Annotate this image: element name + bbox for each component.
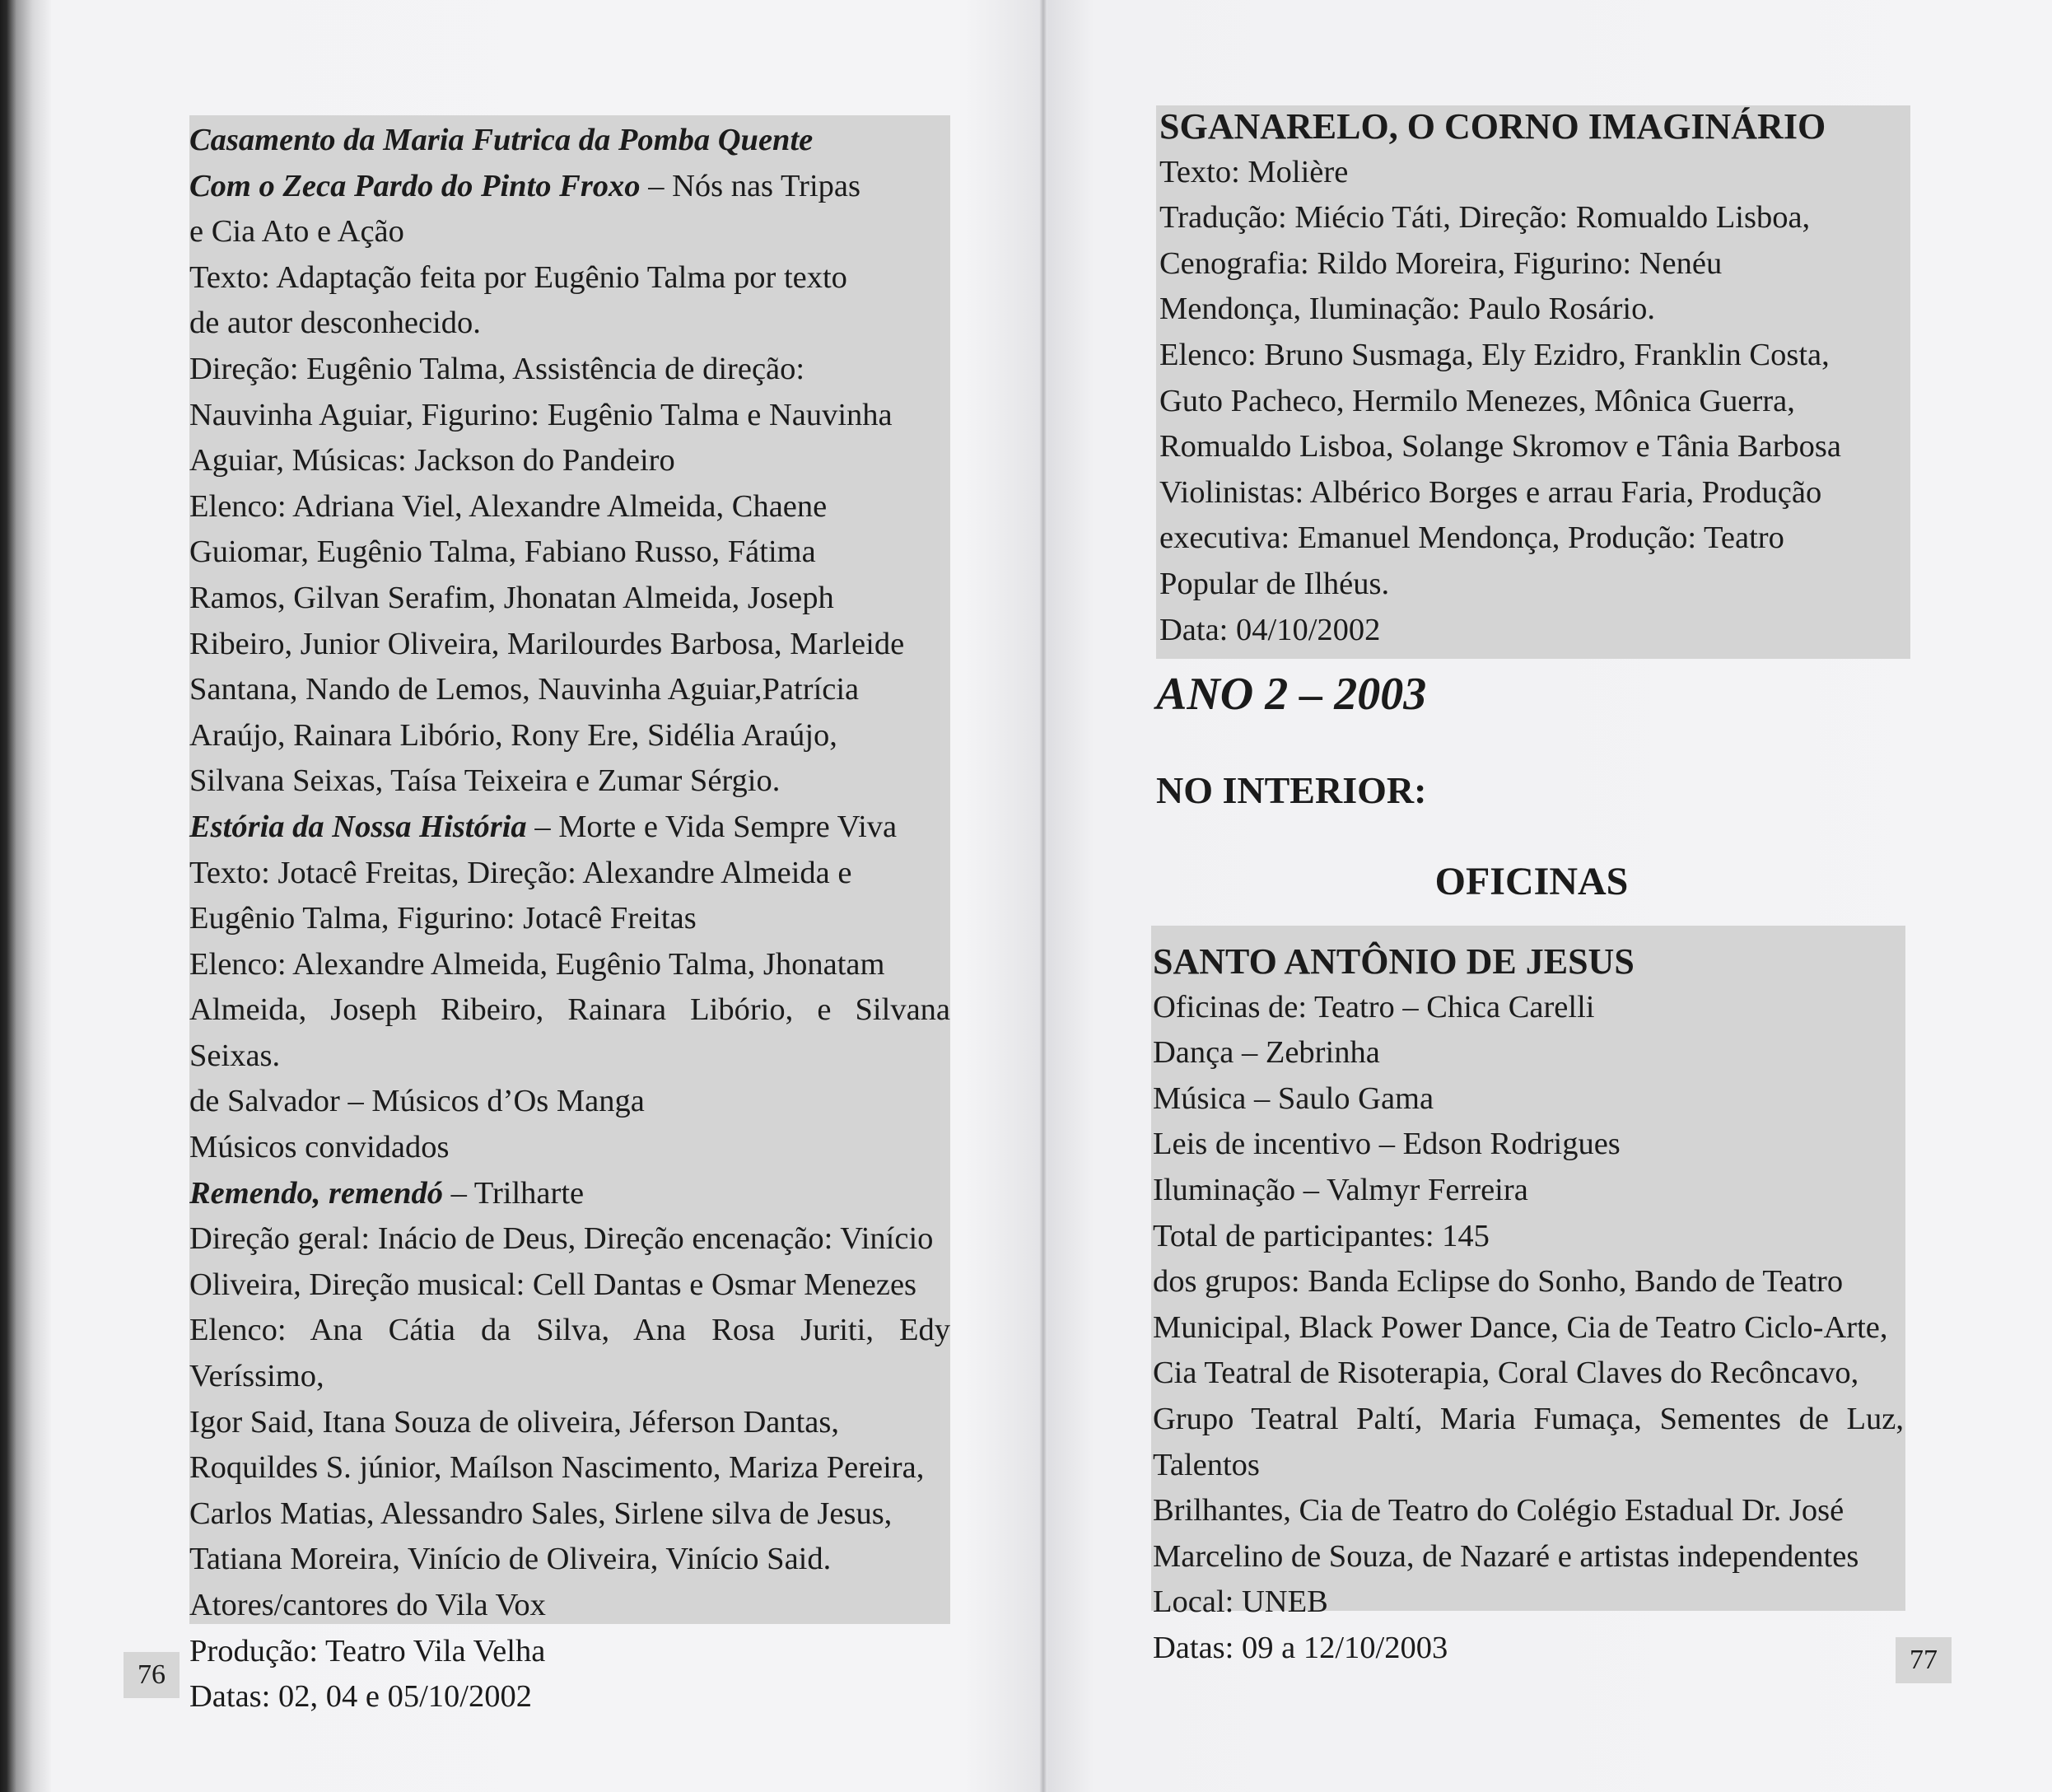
- page-number-right: 77: [1896, 1637, 1952, 1683]
- santo-line-11: Brilhantes, Cia de Teatro do Colégio Estadual Dr. José: [1153, 1493, 1844, 1528]
- santo-line-3: Música – Saulo Gama: [1153, 1080, 1434, 1116]
- santo-title: SANTO ANTÔNIO DE JESUS: [1153, 941, 1635, 982]
- santo-line-8: Municipal, Black Power Dance, Cia de Teatro Ciclo-Arte,: [1153, 1309, 1888, 1345]
- play2-title: Estória da Nossa História: [189, 809, 527, 844]
- play2-title-line: [189, 805, 950, 851]
- play1-elenco-4: Ribeiro, Junior Oliveira, Marilourdes Barbosa, Marleide: [189, 626, 905, 661]
- oficinas-heading: OFICINAS: [1434, 860, 1629, 903]
- page-number-left: 76: [124, 1652, 180, 1698]
- play1-title-line1: Casamento da Maria Futrica da Pomba Quente: [189, 123, 814, 157]
- play1-elenco-6: Araújo, Rainara Libório, Rony Ere, Sidélia Araújo,: [189, 717, 837, 753]
- play2-line-1: Texto: Jotacê Freitas, Direção: Alexandre Almeida e: [189, 855, 852, 890]
- play3-line-9: Produção: Teatro Vila Velha: [189, 1633, 546, 1668]
- sganarelo-line-10: Popular de Ilhéus.: [1159, 566, 1390, 601]
- book-gutter: [1039, 0, 1047, 1792]
- santo-line-10: Grupo Teatral Paltí, Maria Fumaça, Sementes de Luz, Talentos: [1153, 1401, 1904, 1482]
- santo-line-5: Iluminação – Valmyr Ferreira: [1153, 1172, 1528, 1207]
- sganarelo-line-6: Guto Pacheco, Hermilo Menezes, Mônica Guerra,: [1159, 383, 1795, 418]
- play1-texto-1: Texto: Adaptação feita por Eugênio Talma por texto: [189, 259, 847, 295]
- santo-line-6: Total de participantes: 145: [1153, 1218, 1490, 1253]
- play3-line-7: Tatiana Moreira, Vinício de Oliveira, Vinício Said.: [189, 1542, 832, 1577]
- play2-line-6: Músicos convidados: [189, 1130, 450, 1165]
- play3-line-5: Roquildes S. júnior, Maílson Nascimento, Mariza Pereira,: [189, 1450, 925, 1486]
- book-spine: [0, 0, 51, 1792]
- play1-elenco-3: Ramos, Gilvan Serafim, Jhonatan Almeida, Joseph: [189, 580, 834, 615]
- play1-group-line3: e Cia Ato e Ação: [189, 214, 404, 250]
- santo-line-14: Datas: 09 a 12/10/2003: [1153, 1630, 1448, 1665]
- play1-direcao-1: Direção: Eugênio Talma, Assistência de direção:: [189, 351, 805, 386]
- play2-line-3: Elenco: Alexandre Almeida, Eugênio Talma, Jhonatam: [189, 946, 885, 982]
- sganarelo-line-2: Tradução: Miécio Táti, Direção: Romualdo Lisboa,: [1159, 200, 1811, 236]
- play3-line-1: Direção geral: Inácio de Deus, Direção encenação: Vinício: [189, 1221, 934, 1257]
- santo-line-9: Cia Teatral de Risoterapia, Coral Claves do Recôncavo,: [1153, 1356, 1859, 1391]
- play1-texto-2: de autor desconhecido.: [189, 306, 481, 341]
- sganarelo-line-9: executiva: Emanuel Mendonça, Produção: Teatro: [1159, 520, 1784, 556]
- sganarelo-title: SGANARELO, O CORNO IMAGINÁRIO: [1159, 106, 1826, 147]
- santo-line-2: Dança – Zebrinha: [1153, 1035, 1380, 1071]
- play1-direcao-3: Aguiar, Músicas: Jackson do Pandeiro: [189, 443, 675, 478]
- left-text-column: [189, 118, 950, 1720]
- santo-antonio-block: [1153, 939, 1904, 1672]
- play3-title: Remendo, remendó: [189, 1175, 443, 1211]
- play1-title-italic: Com o Zeca Pardo do Pinto Froxo: [189, 168, 641, 203]
- sganarelo-line-7: Romualdo Lisboa, Solange Skromov e Tânia Barbosa: [1159, 429, 1841, 464]
- play3-line-8: Atores/cantores do Vila Vox: [189, 1588, 546, 1622]
- sganarelo-line-8: Violinistas: Albérico Borges e arrau Faria, Produção: [1159, 474, 1822, 510]
- sganarelo-line-1: Texto: Molière: [1159, 154, 1349, 189]
- play3-title-line: [189, 1171, 950, 1217]
- play3-line-4: Igor Said, Itana Souza de oliveira, Jéferson Dantas,: [189, 1404, 839, 1440]
- play3-group: – Trilharte: [442, 1175, 585, 1211]
- santo-line-13: Local: UNEB: [1153, 1584, 1328, 1620]
- sganarelo-line-11: Data: 04/10/2002: [1159, 612, 1381, 647]
- sganarelo-line-5: Elenco: Bruno Susmaga, Ely Ezidro, Franklin Costa,: [1159, 337, 1830, 372]
- sganarelo-block: [1159, 104, 1910, 653]
- interior-heading: NO INTERIOR:: [1156, 769, 1427, 811]
- play3-line-2: Oliveira, Direção musical: Cell Dantas e Osmar Menezes: [189, 1267, 917, 1302]
- play2-line-2: Eugênio Talma, Figurino: Jotacê Freitas: [189, 901, 697, 936]
- play1-elenco-5: Santana, Nando de Lemos, Nauvinha Aguiar,Patrícia: [189, 672, 860, 707]
- play2-group: – Morte e Vida Sempre Viva: [526, 809, 898, 844]
- year-heading: ANO 2 – 2003: [1156, 669, 1427, 720]
- play3-line-10: Datas: 02, 04 e 05/10/2002: [189, 1679, 532, 1715]
- play2-line-5: de Salvador – Músicos d’Os Manga: [189, 1084, 645, 1119]
- play1-direcao-2: Nauvinha Aguiar, Figurino: Eugênio Talma e Nauvinha: [189, 397, 893, 432]
- play1-elenco-2: Guiomar, Eugênio Talma, Fabiano Russo, Fátima: [189, 534, 816, 570]
- santo-line-1: Oficinas de: Teatro – Chica Carelli: [1153, 989, 1595, 1024]
- play1-title-line2: [189, 164, 950, 210]
- play1-group: – Nós nas Tripas: [640, 168, 860, 203]
- sganarelo-line-4: Mendonça, Iluminação: Paulo Rosário.: [1159, 292, 1655, 327]
- play3-line-3: Elenco: Ana Cátia da Silva, Ana Rosa Juriti, Edy Veríssimo,: [189, 1313, 950, 1394]
- play2-line-4: Almeida, Joseph Ribeiro, Rainara Libório, e Silvana Seixas.: [189, 992, 950, 1073]
- santo-line-12: Marcelino de Souza, de Nazaré e artistas independentes: [1153, 1538, 1859, 1574]
- play3-line-6: Carlos Matias, Alessandro Sales, Sirlene silva de Jesus,: [189, 1496, 893, 1531]
- play1-elenco-1: Elenco: Adriana Viel, Alexandre Almeida, Chaene: [189, 488, 828, 524]
- santo-line-4: Leis de incentivo – Edson Rodrigues: [1153, 1127, 1621, 1162]
- play1-elenco-7: Silvana Seixas, Taísa Teixeira e Zumar Sérgio.: [189, 763, 781, 799]
- sganarelo-line-3: Cenografia: Rildo Moreira, Figurino: Nenéu: [1159, 245, 1723, 281]
- santo-line-7: dos grupos: Banda Eclipse do Sonho, Bando de Teatro: [1153, 1264, 1844, 1300]
